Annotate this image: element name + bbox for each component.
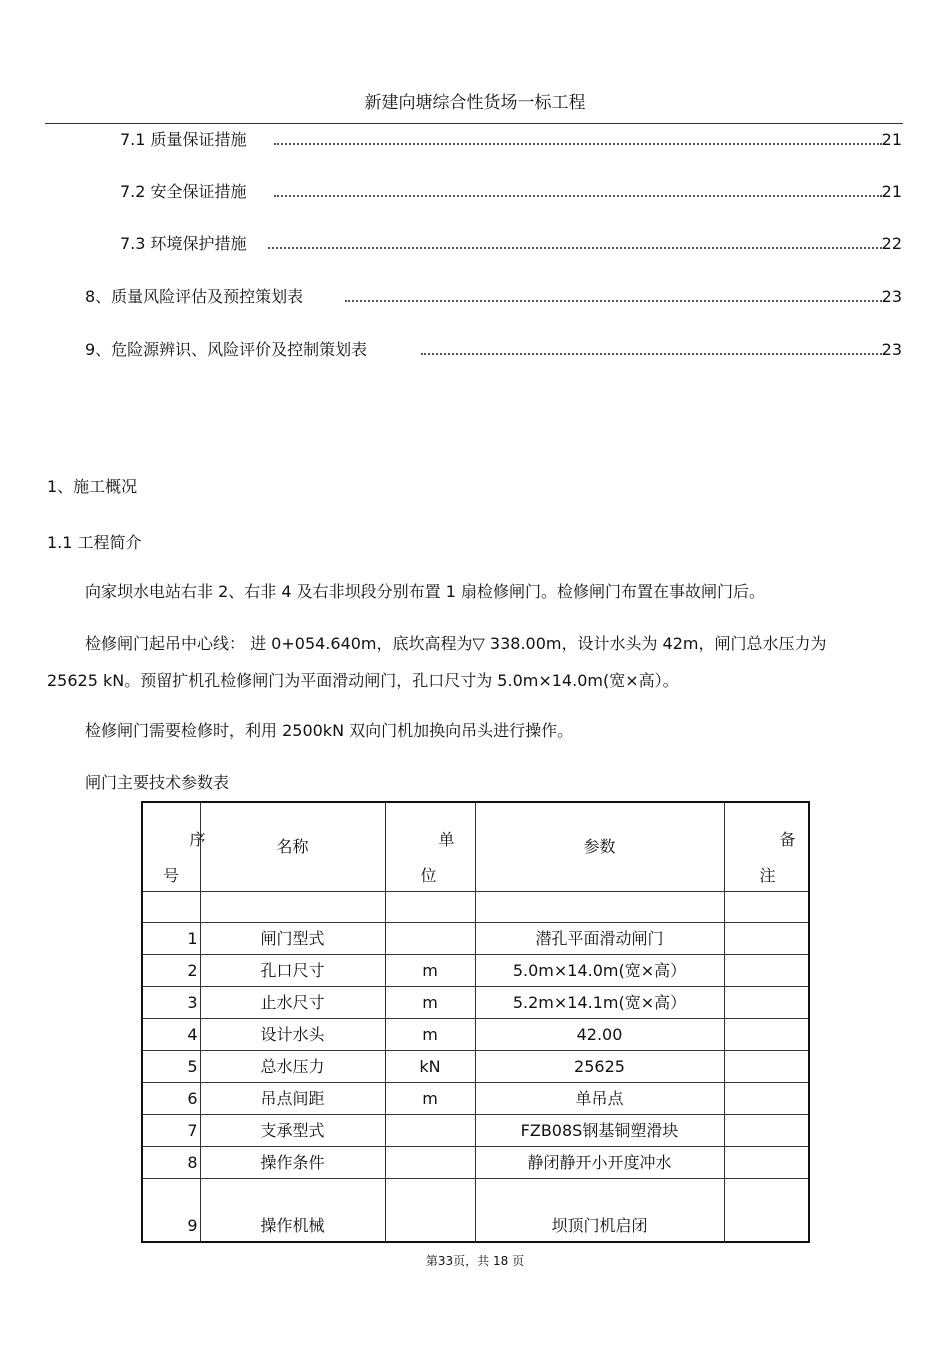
cell-param: 单吊点 — [475, 1083, 724, 1115]
cell-no: 3 — [142, 987, 200, 1019]
table-row — [142, 1115, 809, 1147]
body-paragraph: 检修闸门需要检修时，利用 2500kN 双向门机加换向吊头进行操作。 — [85, 721, 574, 740]
cell-note — [724, 987, 809, 1019]
toc-leader-dots — [274, 195, 882, 197]
table-row — [142, 1019, 809, 1051]
cell-param: 潜孔平面滑动闸门 — [475, 923, 724, 955]
cell-name: 设计水头 — [200, 1019, 385, 1051]
cell-no: 8 — [142, 1147, 200, 1179]
toc-leader-dots — [274, 143, 882, 145]
header-unit-top: 单 — [438, 830, 455, 849]
cell-unit — [385, 1115, 475, 1147]
cell-unit — [385, 923, 475, 955]
table-header-row — [142, 802, 809, 892]
cell-no: 6 — [142, 1083, 200, 1115]
cell-name: 孔口尺寸 — [200, 955, 385, 987]
cell-unit: m — [385, 1019, 475, 1051]
toc-entry[interactable] — [85, 339, 902, 361]
cell-unit — [385, 1147, 475, 1179]
cell-no: 4 — [142, 1019, 200, 1051]
cell-param: 静闭静开小开度冲水 — [475, 1147, 724, 1179]
cell-param: 5.2m×14.1m(宽×高） — [475, 987, 724, 1019]
cell-unit: m — [385, 987, 475, 1019]
toc-entry-label: 7.2 安全保证措施 — [120, 182, 247, 201]
cell-note — [724, 1147, 809, 1179]
toc-entry-label: 8、质量风险评估及预控策划表 — [85, 287, 304, 306]
cell-name: 闸门型式 — [200, 923, 385, 955]
page-footer: 第33页，共 18 页 — [425, 1254, 525, 1268]
toc-entry[interactable] — [85, 286, 902, 308]
section-heading: 1、施工概况 — [47, 477, 138, 496]
cell-name: 止水尺寸 — [200, 987, 385, 1019]
table-row — [142, 1179, 809, 1243]
header-cell-unit — [385, 802, 475, 892]
cell-name: 操作条件 — [200, 1147, 385, 1179]
toc-entry[interactable] — [120, 181, 902, 203]
toc-entry-label: 9、危险源辨识、风险评价及控制策划表 — [85, 340, 368, 359]
header-cell-note — [724, 802, 809, 892]
cell-unit — [385, 1179, 475, 1243]
toc-entry[interactable] — [120, 233, 902, 255]
table-caption: 闸门主要技术参数表 — [85, 773, 230, 792]
header-divider — [45, 123, 903, 124]
body-paragraph: 25625 kN。预留扩机孔检修闸门为平面滑动闸门，孔口尺寸为 5.0m×14.0m(宽×高）。 — [47, 671, 679, 690]
header-cell-no — [142, 802, 206, 892]
cell-note — [724, 1115, 809, 1147]
cell-unit: m — [385, 1083, 475, 1115]
table-row — [142, 1051, 809, 1083]
table-row — [142, 1083, 809, 1115]
cell-param: 25625 — [475, 1051, 724, 1083]
cell-name: 支承型式 — [200, 1115, 385, 1147]
toc-entry[interactable] — [120, 129, 902, 151]
cell-note — [724, 1179, 809, 1243]
header-note-top: 备 — [779, 830, 796, 849]
table-row — [142, 1147, 809, 1179]
cell-no: 9 — [142, 1179, 200, 1243]
cell-no: 1 — [142, 923, 200, 955]
cell-unit: kN — [385, 1051, 475, 1083]
toc-entry-label: 7.1 质量保证措施 — [120, 130, 247, 149]
header-no-bottom: 号 — [163, 866, 180, 885]
cell-param: FZB08S钢基铜塑滑块 — [475, 1115, 724, 1147]
cell-param: 5.0m×14.0m(宽×高） — [475, 955, 724, 987]
toc-entry-page: 21 — [881, 130, 902, 149]
header-no-top: 序 — [189, 830, 206, 849]
cell-note — [724, 923, 809, 955]
header-unit-bottom: 位 — [420, 866, 437, 885]
body-paragraph: 向家坝水电站右非 2、右非 4 及右非坝段分别布置 1 扇检修闸门。检修闸门布置在事故闸门后。 — [85, 582, 765, 601]
toc-leader-dots — [345, 300, 882, 302]
toc-entry-page: 23 — [881, 287, 902, 306]
cell-no: 2 — [142, 955, 200, 987]
body-paragraph: 检修闸门起吊中心线： 进 0+054.640m，底坎高程为▽ 338.00m，设计水头为 42m，闸门总水压力为 — [85, 634, 827, 653]
gate-parameter-table — [141, 801, 810, 1243]
cell-note — [724, 1051, 809, 1083]
cell-note — [724, 1083, 809, 1115]
toc-entry-page: 23 — [881, 340, 902, 359]
cell-note — [724, 955, 809, 987]
cell-param: 42.00 — [475, 1019, 724, 1051]
cell-unit: m — [385, 955, 475, 987]
page-header-title: 新建向塘综合性货场一标工程 — [364, 93, 586, 113]
table-row — [142, 955, 809, 987]
cell-name: 操作机械 — [200, 1179, 385, 1243]
cell-param: 坝顶门机启闭 — [475, 1179, 724, 1243]
toc-leader-dots — [421, 353, 882, 355]
table-spacer-row — [142, 892, 809, 923]
cell-note — [724, 1019, 809, 1051]
toc-entry-label: 7.3 环境保护措施 — [120, 234, 247, 253]
cell-name: 吊点间距 — [200, 1083, 385, 1115]
table-row — [142, 923, 809, 955]
cell-no: 7 — [142, 1115, 200, 1147]
cell-name: 总水压力 — [200, 1051, 385, 1083]
header-cell-param: 参数 — [475, 802, 724, 892]
toc-entry-page: 22 — [881, 234, 902, 253]
toc-entry-page: 21 — [881, 182, 902, 201]
table-row — [142, 987, 809, 1019]
toc-leader-dots — [268, 247, 882, 249]
header-note-bottom: 注 — [759, 866, 776, 885]
subsection-heading: 1.1 工程简介 — [47, 533, 142, 552]
cell-no: 5 — [142, 1051, 200, 1083]
header-cell-name: 名称 — [200, 802, 385, 892]
